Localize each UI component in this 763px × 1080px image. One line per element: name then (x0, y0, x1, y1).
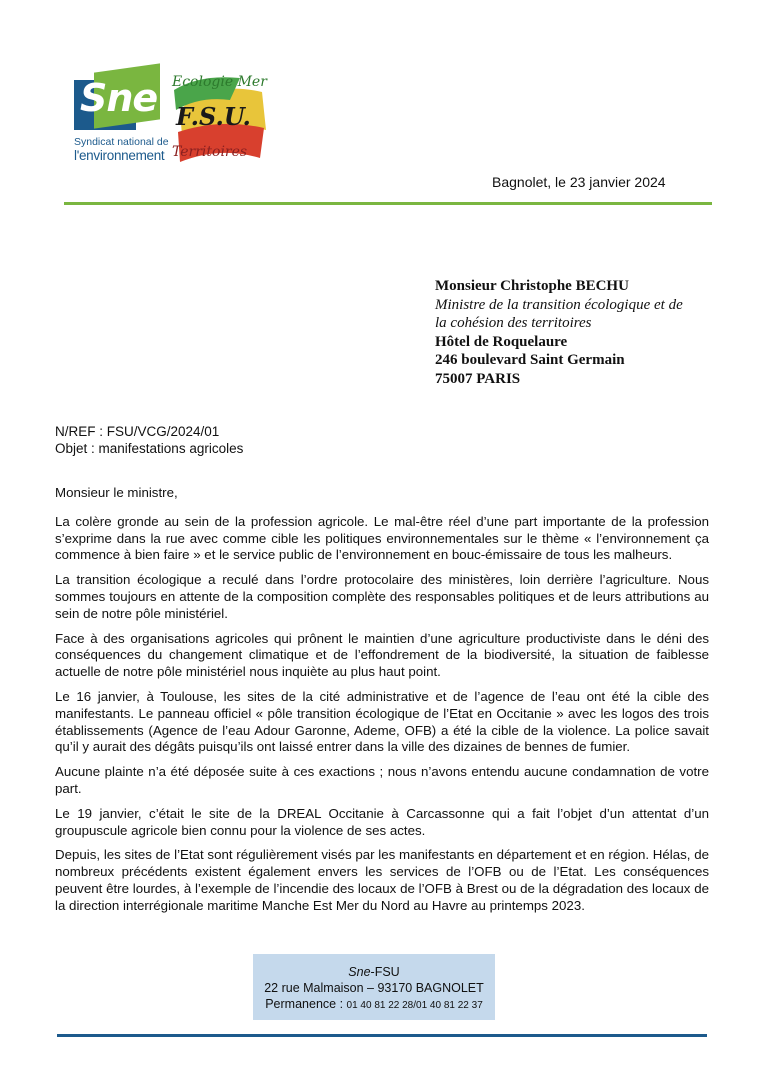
paragraph-4: Le 16 janvier, à Toulouse, les sites de la cité administrative et de l’agence de l’eau ont été la cible des manifestants. Le panneau officiel « pôle transition écologique de l’Etat en Occitanie » avec les logos des trois établissements (Agence de l’eau Adour Garonne, Ademe, OFB) a été la cible de la violence. La police savait qu’il y aurait des dégâts puisqu’ils ont laissé entrer dans la ville des dizaines de bennes de fumier. (55, 688, 709, 755)
reference-number: N/REF : FSU/VCG/2024/01 (55, 424, 220, 439)
addressee-title-1: Ministre de la transition écologique et de (435, 296, 683, 313)
addressee-street: 246 boulevard Saint Germain (435, 352, 625, 368)
sne-logo-mark (74, 68, 162, 132)
footer-org: Sne-FSU (348, 965, 400, 979)
addressee-title-2: la cohésion des territoires (435, 315, 592, 331)
paragraph-2: La transition écologique a reculé dans l’ordre protocolaire des ministères, loin derrière l’agriculture. Nous sommes toujours en attente de la composition complète des responsables politiques et de leurs attributions au sein de notre pôle ministériel. (55, 572, 709, 621)
footer-address: 22 rue Malmaison – 93170 BAGNOLET (264, 981, 484, 995)
paragraph-7: Depuis, les sites de l’Etat sont régulièrement visés par les manifestants en département et en région. Hélas, de nombreux précédents existent également envers les services de l’OFB ou de l’Etat. Les conséquences peuvent être lourdes, à l’exemple de l’incendie des locaux de l’OFB à Brest ou de la dégradation des locaux de la direction interrégionale maritime Manche Est Mer du Nord au Havre au printemps 2023. (55, 847, 709, 913)
paragraph-5: Aucune plainte n’a été déposée suite à ces exactions ; nous n’avons entendu aucune condamnation de votre part. (55, 764, 709, 796)
sne-logo (74, 68, 169, 168)
fsu-logo-word: F.S.U. (176, 102, 251, 131)
salutation: Monsieur le ministre, (55, 485, 178, 500)
fsu-logo (170, 70, 270, 170)
footer-permanence: Permanence : 01 40 81 22 28/01 40 81 22 37 (265, 997, 483, 1011)
addressee-block (435, 277, 683, 388)
reference-subject: Objet : manifestations agricoles (55, 441, 244, 456)
addressee-place: Hôtel de Roquelaure (435, 333, 568, 350)
footer-address-box (253, 954, 495, 1020)
header-rule (64, 202, 712, 205)
fsu-logo-bottom: Territoires (172, 144, 248, 160)
letter-date: Bagnolet, le 23 janvier 2024 (492, 174, 666, 190)
letter-body (55, 485, 709, 923)
addressee-city: 75007 PARIS (435, 370, 521, 387)
sne-logo-subtitle-2: l'environnement (74, 148, 165, 163)
footer-rule (57, 1034, 707, 1037)
reference-block (55, 423, 243, 457)
paragraph-3: Face à des organisations agricoles qui prônent le maintien d’une agriculture productiviste dans le déni des conséquences du changement climatique et de l’effondrement de la biodiversité, la situation de faiblesse actuelle de notre pôle ministériel nous inquiète au plus haut point. (55, 630, 709, 680)
paragraph-1: La colère gronde au sein de la profession agricole. Le mal-être réel d’une part importante de la profession s’exprime dans la rue avec comme cible les politiques environnementales sur le thème « l’environnement ça commence à bien faire » et le service public de l’environnement en bouc-émissaire de tous les malheurs. (55, 513, 709, 563)
sne-logo-subtitle-1: Syndicat national de (74, 136, 169, 148)
paragraph-6: Le 19 janvier, c’était le site de la DREAL Occitanie à Carcassonne qui a fait l’objet d’un attentat d’un groupuscule agricole bien connu pour la violence de ses actes. (55, 805, 709, 838)
addressee-name: Monsieur Christophe BECHU (435, 278, 629, 294)
fsu-logo-top: Ecologie Mer (172, 74, 267, 90)
sne-logo-word: Sne (80, 76, 158, 120)
